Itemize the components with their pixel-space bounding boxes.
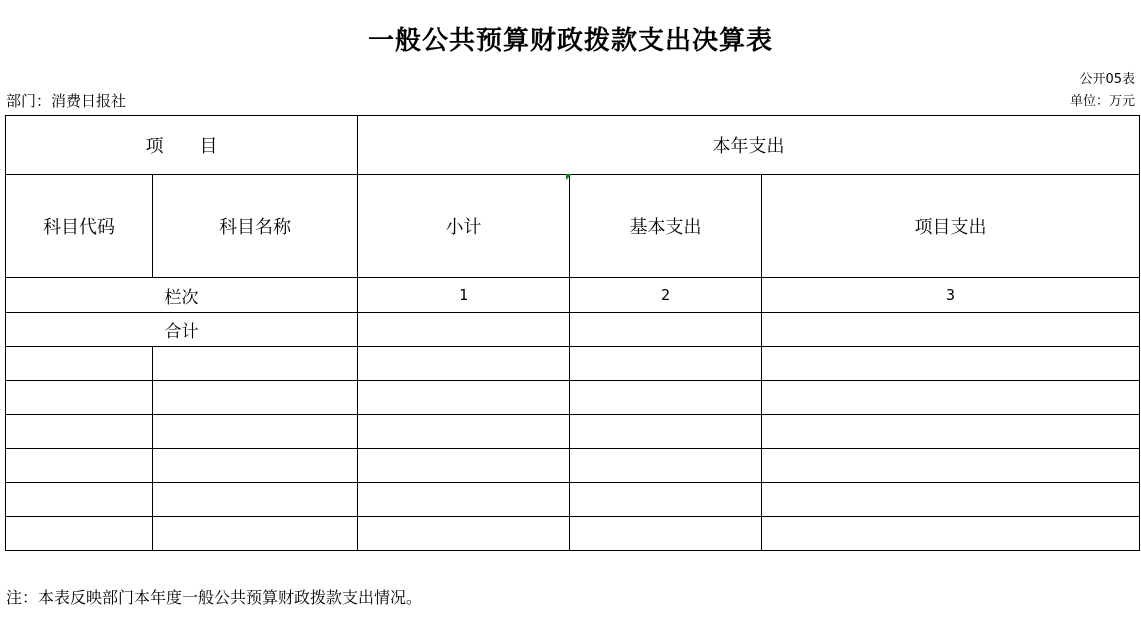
- column-number-row: [6, 278, 1140, 313]
- total-basic-cell: [570, 313, 762, 347]
- project-expenditure-header: 项目支出: [762, 175, 1140, 278]
- column-number-1: 1: [358, 278, 570, 313]
- table-cell: [6, 449, 153, 483]
- table-cell: [570, 449, 762, 483]
- page-title: 一般公共预算财政拨款支出决算表: [367, 26, 773, 56]
- total-subtotal-cell: [358, 313, 570, 347]
- table-cell: [358, 449, 570, 483]
- table-cell: [6, 483, 153, 517]
- table-row: [6, 449, 1140, 483]
- column-number-3: 3: [762, 278, 1140, 313]
- table-row: [6, 483, 1140, 517]
- subject-code-header: 科目代码: [6, 175, 153, 278]
- table-cell: [762, 449, 1140, 483]
- table-cell: [358, 517, 570, 551]
- table-cell: [6, 381, 153, 415]
- table-cell: [570, 347, 762, 381]
- table-cell: [6, 415, 153, 449]
- total-label: 合计: [6, 313, 358, 347]
- table-row: [6, 347, 1140, 381]
- table-cell: [762, 415, 1140, 449]
- table-cell: [358, 381, 570, 415]
- table-cell: [153, 347, 358, 381]
- column-number-label: 栏次: [6, 278, 358, 313]
- department-label: 部门：消费日报社: [6, 92, 127, 110]
- table-subheader-row: [6, 175, 1140, 278]
- table-row: [6, 517, 1140, 551]
- basic-expenditure-header: 基本支出: [570, 175, 762, 278]
- comment-marker-icon: [566, 174, 572, 180]
- table-cell: [358, 483, 570, 517]
- total-project-cell: [762, 313, 1140, 347]
- table-cell: [153, 517, 358, 551]
- header-item-cell: 项 目: [6, 116, 358, 175]
- table-cell: [358, 347, 570, 381]
- table-cell: [153, 449, 358, 483]
- table-cell: [570, 415, 762, 449]
- table-cell: [153, 483, 358, 517]
- subject-name-header: 科目名称: [153, 175, 358, 278]
- table-cell: [762, 483, 1140, 517]
- form-code: 公开05表: [1079, 72, 1135, 87]
- table-header-row: [6, 116, 1140, 175]
- table-cell: [153, 415, 358, 449]
- table-row: [6, 415, 1140, 449]
- table-cell: [570, 483, 762, 517]
- table-cell: [6, 347, 153, 381]
- table-cell: [358, 415, 570, 449]
- unit-label: 单位：万元: [1069, 94, 1135, 109]
- table-cell: [762, 381, 1140, 415]
- table-cell: [762, 347, 1140, 381]
- header-year-expenditure-cell: 本年支出: [358, 116, 1140, 175]
- footnote: 注：本表反映部门本年度一般公共预算财政拨款支出情况。: [6, 588, 423, 607]
- table-cell: [762, 517, 1140, 551]
- expenditure-table: [5, 115, 1140, 551]
- table-cell: [570, 381, 762, 415]
- table-cell: [570, 517, 762, 551]
- table-row: [6, 381, 1140, 415]
- subtotal-header: 小计: [358, 175, 570, 278]
- table-cell: [6, 517, 153, 551]
- column-number-2: 2: [570, 278, 762, 313]
- table-cell: [153, 381, 358, 415]
- total-row: [6, 313, 1140, 347]
